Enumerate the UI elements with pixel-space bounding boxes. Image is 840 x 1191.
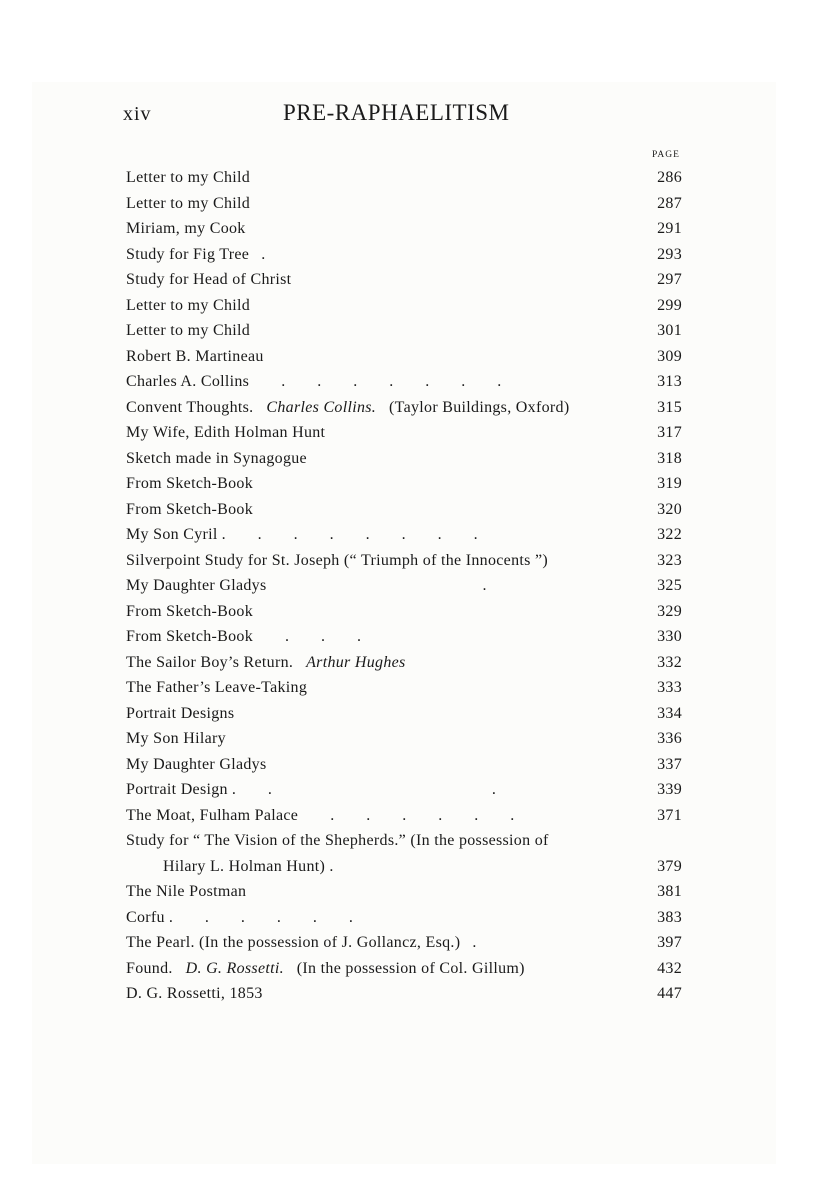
dot-leader: . . . . . . [164,908,353,926]
entry-page-number: 320 [657,500,682,518]
entry-page-number: 301 [657,322,682,339]
entry-title-text: From Sketch-Book [126,628,254,645]
entry-page-number: 287 [657,194,682,212]
entry-note: (In the possession of Col. Gillum) [296,959,525,977]
list-item [126,624,682,650]
entry-page-number: 299 [657,296,682,314]
list-item [126,879,682,905]
entry-page-number: 286 [657,169,682,186]
entry-page-number: 333 [657,679,682,696]
list-item [126,369,682,395]
entry-title-text: The Father’s Leave-Taking [126,679,308,696]
entry-page-number: 315 [657,398,682,416]
list-item [126,777,682,803]
illustration-list [126,165,682,1007]
entry-title-text: Study for Fig Tree [126,245,250,263]
entry-title-text: D. G. Rossetti, 1853 [126,985,263,1002]
entry-title-text: From Sketch-Book [126,602,254,620]
entry-page-number: 317 [657,424,682,441]
entry-page-number: 334 [657,704,682,722]
entry-title [126,293,646,319]
list-item [126,420,682,446]
entry-title [126,599,646,625]
entry-page-number: 397 [657,934,682,951]
entry-artist: D. G. Rossetti. [185,959,284,977]
entry-artist: Arthur Hughes [306,653,406,671]
entry-title-text: Portrait Design [126,781,228,798]
entry-title-text: My Son Hilary [126,730,226,747]
entry-title [126,395,646,421]
page-column-label: PAGE [652,150,680,160]
entry-title [126,981,646,1007]
entry-page-number: 339 [657,781,682,798]
list-item [126,930,682,956]
entry-page-number: 330 [657,628,682,645]
folio-number: xiv [123,103,152,125]
entry-title-text: My Daughter Gladys [126,577,267,594]
entry-title [126,905,646,931]
entry-title [126,701,646,727]
entry-title-text: Letter to my Child [126,194,251,212]
entry-continuation: Hilary L. Holman Hunt) . [163,857,334,875]
entry-page-number: 309 [657,347,682,365]
entry-title-text: My Daughter Gladys [126,755,267,773]
entry-title-text: Portrait Designs [126,704,235,722]
entry-title [126,828,646,879]
entry-page-number: 447 [657,985,682,1002]
entry-page-number: 381 [657,883,682,900]
entry-page-number: 293 [657,245,682,263]
entry-page-number: 313 [657,373,682,390]
list-item [126,701,682,727]
list-item [126,344,682,370]
entry-title [126,675,646,701]
entry-page-number: 332 [657,653,682,671]
entry-title [126,879,646,905]
entry-page-number: 371 [657,806,682,824]
list-item [126,395,682,421]
entry-title [126,446,646,472]
entry-title-text: Silverpoint Study for St. Joseph (“ Triumph of the Innocents ”) [126,551,548,569]
entry-artist: Charles Collins. [266,398,377,416]
entry-title-text: Study for Head of Christ [126,271,292,288]
entry-page-number: 291 [657,220,682,237]
entry-title-text: Study for “ The Vision of the Shepherds.” (In the possession of [126,832,549,849]
entry-page-number: 329 [657,602,682,620]
list-item [126,675,682,701]
running-head-title: PRE-RAPHAELITISM [283,100,510,125]
list-item [126,471,682,497]
entry-title [126,803,646,829]
entry-title-text: From Sketch-Book [126,475,254,492]
entry-title-text: Found. [126,959,173,977]
dot-leader: . . . . . . . [249,373,502,390]
dot-leader: . [266,577,487,594]
entry-page-number: 297 [657,271,682,288]
entry-title-text: Letter to my Child [126,169,251,186]
entry-title-text: Sketch made in Synagogue [126,449,307,467]
entry-title-text: Charles A. Collins [126,373,250,390]
entry-title-text: Corfu [126,908,165,926]
entry-title-text: Convent Thoughts. [126,398,254,416]
entry-title [126,522,646,548]
list-item [126,267,682,293]
entry-title [126,497,646,523]
list-item [126,293,682,319]
list-item [126,803,682,829]
entry-title-text: Letter to my Child [126,322,251,339]
list-item [126,242,682,268]
entry-title [126,344,646,370]
entry-title [126,267,646,293]
dot-leader: . . . [253,628,362,645]
entry-title-text: My Wife, Edith Holman Hunt [126,424,326,441]
list-item [126,522,682,548]
dot-leader: . . . . . . . . [217,526,478,543]
entry-title [126,216,646,242]
entry-title-text: The Pearl. (In the possession of J. Gollancz, Esq.) [126,934,461,951]
entry-title-text: The Moat, Fulham Palace [126,806,299,824]
entry-title [126,191,646,217]
list-item [126,905,682,931]
list-item [126,573,682,599]
list-item [126,650,682,676]
entry-title [126,318,646,344]
list-item [126,828,682,879]
list-item [126,497,682,523]
entry-title [126,420,646,446]
entry-title [126,573,646,599]
entry-title-text: Robert B. Martineau [126,347,264,365]
entry-page-number: 432 [657,959,682,977]
entry-title [126,726,646,752]
entry-note: (Taylor Buildings, Oxford) [389,398,570,416]
entry-title-text: Letter to my Child [126,296,251,314]
entry-title [126,369,646,395]
entry-title-text: Miriam, my Cook [126,220,246,237]
entry-title-text: From Sketch-Book [126,500,254,518]
entry-title [126,752,646,778]
list-item [126,956,682,982]
entry-title [126,165,646,191]
entry-page-number: 323 [657,551,682,569]
entry-page-number: 337 [657,755,682,773]
list-item [126,216,682,242]
entry-title [126,930,646,956]
list-item [126,599,682,625]
entry-title [126,471,646,497]
entry-title-text: My Son Cyril [126,526,218,543]
entry-title-text: The Nile Postman [126,883,247,900]
entry-title-text: The Sailor Boy’s Return. [126,653,294,671]
list-item [126,318,682,344]
list-item [126,446,682,472]
entry-page-number: 383 [657,908,682,926]
dot-leader: . . . . . . [298,806,515,824]
dot-leader: . [460,934,477,951]
entry-page-number: 379 [657,857,682,875]
list-item [126,752,682,778]
list-item [126,726,682,752]
entry-page-number: 319 [657,475,682,492]
entry-page-number: 325 [657,577,682,594]
list-item [126,191,682,217]
entry-page-number: 318 [657,449,682,467]
list-item [126,165,682,191]
entry-title [126,624,646,650]
entry-title [126,242,646,268]
list-item [126,548,682,574]
dot-leader: . [249,245,266,263]
entry-title [126,650,646,676]
entry-page-number: 322 [657,526,682,543]
entry-title [126,777,646,803]
entry-page-number: 336 [657,730,682,747]
dot-leader: . . . [227,781,496,798]
entry-title [126,956,646,982]
entry-title [126,548,646,574]
list-item [126,981,682,1007]
